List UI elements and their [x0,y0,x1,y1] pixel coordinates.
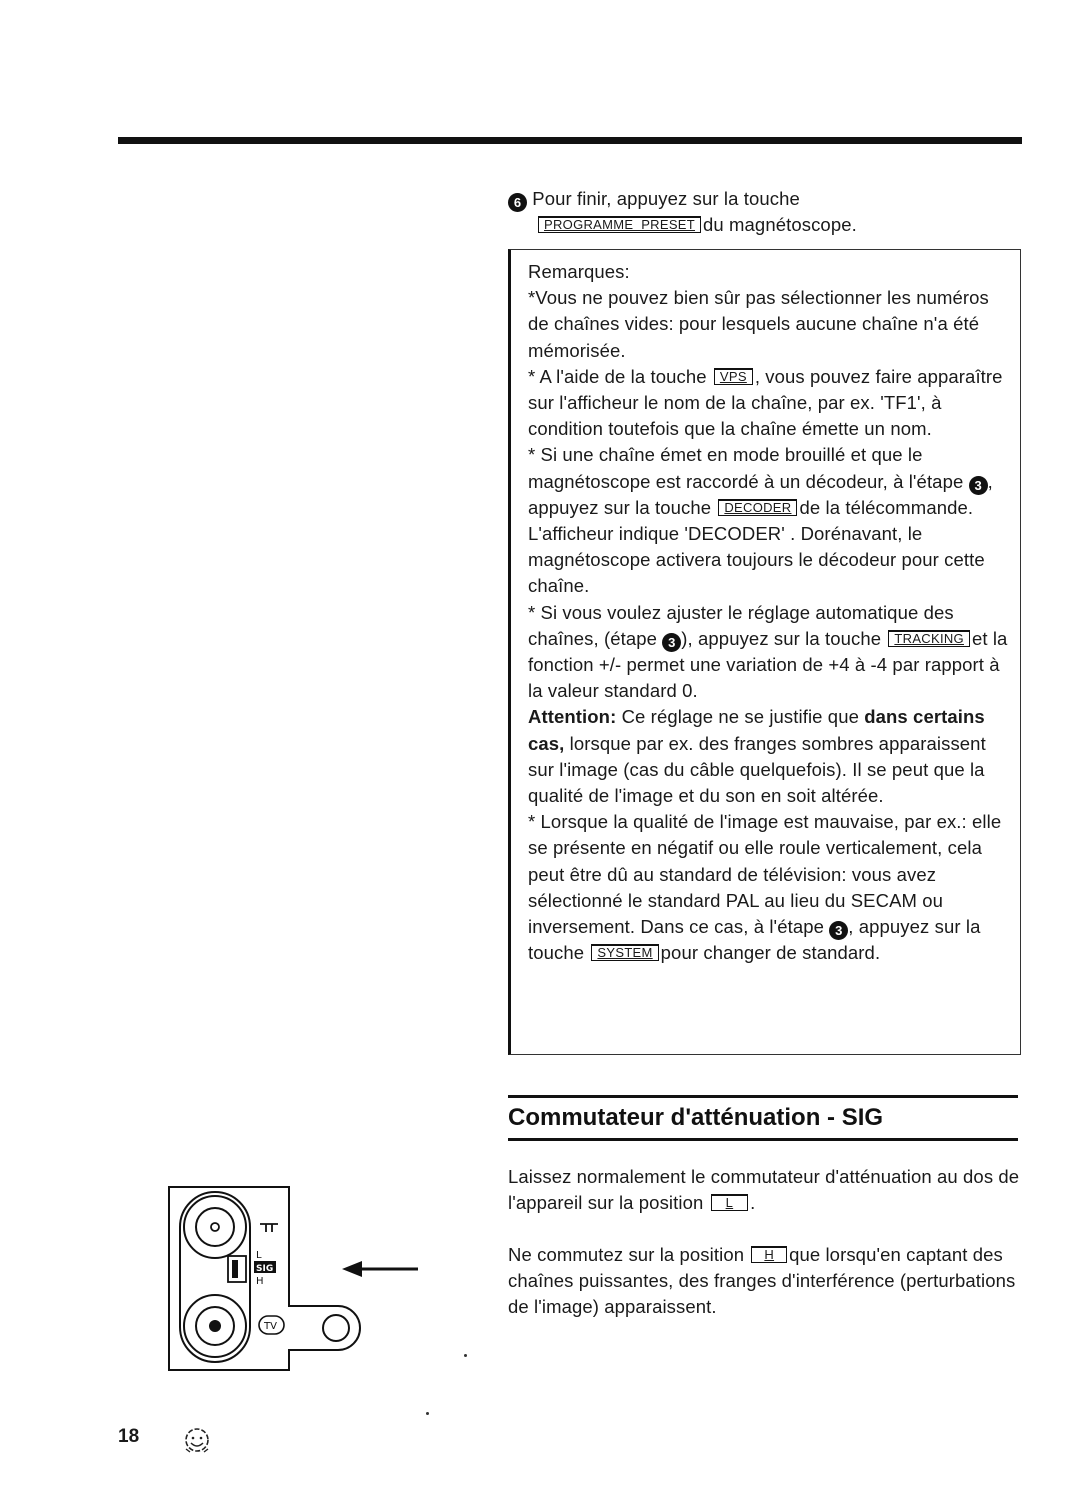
note-2 [528,364,1014,443]
paragraph-2-text-pre: Ne commutez sur la position [508,1244,745,1265]
tracking-key: TRACKING [888,630,970,647]
section-header [508,1095,1018,1141]
note-4-text-post: et la fonction +/- permet une variation de +4 à -4 par rapport à la valeur standard 0. [528,627,1008,702]
paragraph-1-end: . [750,1192,756,1214]
step-3-badge: 3 [969,476,988,495]
label-h: H [256,1276,264,1287]
step-6-line2: du magnétoscope. [703,214,857,236]
section-title: Commutateur d'atténuation - SIG [508,1104,884,1131]
step-3-badge: 3 [829,921,848,940]
step-3-badge: 3 [662,633,681,652]
vps-key: VPS [714,368,753,385]
paragraph-1-text: Laissez normalement le commutateur d'atténuation au dos de l'appareil sur la position [508,1166,1020,1214]
h-key: H [751,1246,787,1263]
scan-speck [426,1412,429,1415]
programme-preset-key: PROGRAMME PRESET [538,216,701,233]
note-4 [528,600,1014,705]
page-number: 18 [118,1426,140,1447]
attention-text-post: lorsque par ex. des franges sombres apparaissent sur l'image (cas du câble quelquefois). Il se peut que la qualité de l'image et du son en soit altérée. [528,732,986,807]
antenna-icon [260,1224,278,1232]
attention-text-pre: Ce réglage ne se justifie que [621,706,859,728]
note-2-text-pre: * A l'aide de la touche [528,365,707,387]
mounting-hole [323,1315,349,1341]
l-key: L [711,1194,749,1211]
step-6-line1: Pour finir, appuyez sur la touche [532,188,800,209]
notes-box [508,249,1021,1055]
step-number-badge: 6 [508,193,527,212]
note-5-text-pre: * Lorsque la qualité de l'image est mauvaise, par ex.: elle se présente en négatif ou elle roule verticalement, cela peut être dû au standard de télévision: vous avez sélectionné le standard PAL au lieu du SECAM ou inversement. Dans ce cas, à l'étape [528,811,1002,938]
note-2-text-post: , vous pouvez faire apparaître sur l'afficheur le nom de la chaîne, par ex. 'TF1', à condition toutefois que la chaîne émette un nom. [528,365,1003,440]
label-sig: SIG [256,1264,274,1274]
antenna-in-jack-icon [184,1196,246,1258]
attention-note [528,704,1014,809]
attention-emphasis: dans certains cas, [528,706,985,754]
section-rule-bottom [508,1138,1018,1141]
arrow-left-icon [342,1261,418,1277]
philips-logo-icon [181,1425,213,1457]
attention-label: Attention: [528,706,617,728]
note-4-text-mid: ), appuyez sur la touche [681,627,882,649]
paragraph-h-position [508,1242,1028,1321]
note-4-text-pre: * Si vous voulez ajuster le réglage automatique des chaînes, (étape [528,601,954,649]
label-tv: TV [264,1321,277,1332]
paragraph-normal-position [508,1164,1028,1216]
note-3 [528,442,1014,599]
notes-heading: Remarques: [528,261,630,282]
note-1-text: *Vous ne pouvez bien sûr pas sélectionner les numéros de chaînes vides: pour lesquels aucune chaîne n'a été mémorisée. [528,287,989,361]
rear-panel-svg [168,1186,428,1372]
note-5 [528,809,1014,966]
note-5-text-mid: , appuyez sur la touche [528,916,981,964]
system-key: SYSTEM [591,944,658,961]
label-l: L [256,1250,262,1261]
note-3-text-post: de la télécommande. L'afficheur indique 'DECODER' . Dorénavant, le magnétoscope activera toujours le décodeur pour cette chaîne. [528,496,985,597]
note-1 [528,285,998,364]
top-rule [118,137,1022,144]
note-5-text-post: pour changer de standard. [660,942,881,964]
scan-speck [464,1354,467,1357]
note-3-text-mid: , appuyez sur la touche [528,470,993,518]
step-6 [508,186,1028,238]
paragraph-2-text-post: que lorsqu'en captant des chaînes puissantes, des franges d'interférence (perturbations de l'image) apparaissent. [508,1244,1016,1318]
note-3-text-pre: * Si une chaîne émet en mode brouillé et que le magnétoscope est raccordé à un décodeur, à l'étape [528,444,964,492]
decoder-key: DECODER [718,499,797,516]
rear-panel-illustration [168,1186,428,1372]
